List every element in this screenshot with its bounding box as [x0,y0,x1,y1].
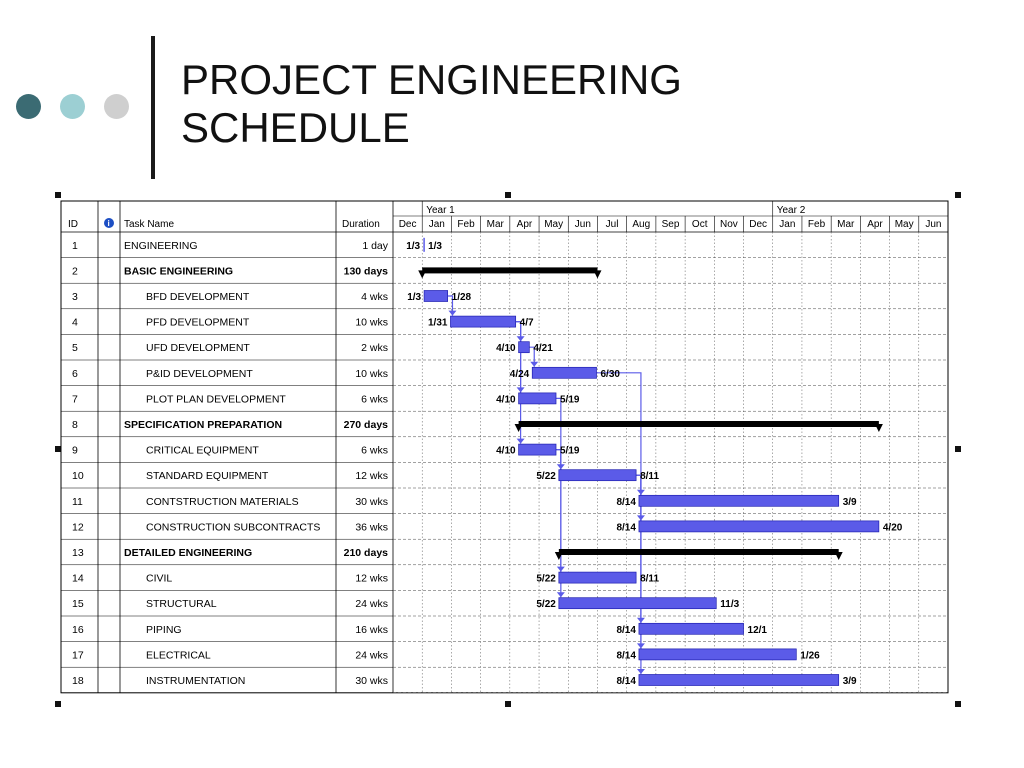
month-label-6: Jun [574,219,591,230]
resize-handle-bottom-right[interactable] [955,701,961,707]
month-label-8: Aug [632,219,651,230]
task-name-16: PIPING [146,623,182,636]
task-duration-8: 270 days [343,419,388,431]
bar-end-label-10: 8/11 [640,471,660,483]
task-name-7: PLOT PLAN DEVELOPMENT [146,393,286,406]
task-id-2: 2 [72,265,78,278]
bullet-dot-dark [16,94,41,119]
resize-handle-bottom-left[interactable] [55,701,61,707]
bar-start-label-6: 4/24 [509,368,530,380]
task-bar-15 [559,598,716,609]
month-label-16: Apr [867,219,883,230]
bar-end-label-14: 8/11 [640,573,660,585]
task-bar-4 [450,316,515,327]
task-id-4: 4 [72,316,78,329]
year-label-1: Year 1 [426,205,455,216]
task-duration-12: 36 wks [355,521,388,534]
gantt-chart[interactable] [60,197,950,697]
task-duration-11: 30 wks [355,495,388,508]
month-label-11: Nov [720,219,738,230]
task-duration-4: 10 wks [355,316,388,329]
task-name-1: ENGINEERING [124,239,198,252]
task-duration-18: 30 wks [355,675,388,687]
task-duration-14: 12 wks [355,572,388,585]
task-id-17: 17 [72,649,84,662]
bar-start-label-3: 1/3 [407,292,422,303]
task-bar-3 [424,291,448,302]
task-name-18: INSTRUMENTATION [146,675,246,687]
bar-end-label-4: 4/7 [519,317,534,329]
task-bar-16 [639,623,744,634]
title-divider [151,36,155,179]
gantt-svg [60,197,950,697]
month-label-14: Feb [807,219,826,230]
bar-end-label-12: 4/20 [882,522,903,534]
month-label-17: May [894,219,914,230]
bar-end-label-1: 1/3 [428,240,443,252]
bar-end-label-17: 1/26 [800,650,820,662]
summary-bar-8 [519,421,879,427]
task-name-2: BASIC ENGINEERING [124,265,234,278]
task-name-14: CIVIL [146,572,173,585]
bar-start-label-9: 4/10 [496,445,516,457]
task-name-13: DETAILED ENGINEERING [124,547,253,559]
bar-start-label-14: 5/22 [536,573,556,585]
header-task-name: Task Name [124,219,175,230]
task-name-4: PFD DEVELOPMENT [146,316,250,329]
task-name-6: P&ID DEVELOPMENT [146,367,253,380]
task-duration-17: 24 wks [355,649,388,662]
bar-end-label-11: 3/9 [842,496,857,508]
bar-start-label-16: 8/14 [616,624,636,636]
month-label-12: Dec [749,219,768,230]
task-duration-7: 6 wks [361,393,388,406]
month-label-5: May [544,219,564,230]
task-bar-5 [519,342,530,353]
month-label-10: Oct [691,219,708,230]
task-id-11: 11 [72,495,83,508]
bullet-dot-teal [60,94,85,119]
task-name-17: ELECTRICAL [146,649,211,662]
header-duration: Duration [342,219,380,230]
task-duration-2: 130 days [343,265,388,278]
task-duration-1: 1 day [362,239,388,252]
task-bar-7 [519,393,556,404]
resize-handle-bottom-center[interactable] [505,701,511,707]
bar-end-label-9: 5/19 [560,445,580,457]
bar-start-label-1: 1/3 [406,240,421,252]
task-name-8: SPECIFICATION PREPARATION [124,419,283,431]
task-duration-16: 16 wks [355,623,388,636]
task-name-12: CONSTRUCTION SUBCONTRACTS [146,521,321,534]
header-id: ID [68,219,78,230]
summary-bar-13 [559,549,839,555]
task-duration-5: 2 wks [361,342,388,355]
bar-start-label-15: 5/22 [536,599,556,611]
bar-start-label-7: 4/10 [496,394,516,406]
bar-start-label-5: 4/10 [496,343,516,355]
task-id-15: 15 [72,598,84,611]
task-name-15: STRUCTURAL [146,598,217,611]
task-id-9: 9 [72,444,78,457]
task-bar-14 [559,572,636,583]
task-bar-17 [639,649,796,660]
bar-start-label-17: 8/14 [616,650,636,662]
bar-end-label-16: 12/1 [747,624,767,636]
task-bar-10 [559,470,636,481]
slide-title [181,56,682,152]
task-name-5: UFD DEVELOPMENT [146,342,250,355]
task-id-8: 8 [72,419,78,431]
bar-start-label-12: 8/14 [616,522,636,534]
task-id-5: 5 [72,342,78,355]
month-label-2: Feb [457,219,475,230]
slide-title-line1: PROJECT ENGINEERING [181,56,682,103]
bar-start-label-10: 5/22 [536,471,556,483]
task-name-10: STANDARD EQUIPMENT [146,470,269,483]
task-duration-15: 24 wks [355,598,388,611]
task-bar-12 [639,521,879,532]
bar-start-label-11: 8/14 [616,496,636,508]
month-label-1: Jan [428,219,445,230]
task-duration-9: 6 wks [361,444,388,457]
task-name-11: CONTSTRUCTION MATERIALS [146,495,299,508]
task-id-6: 6 [72,367,78,380]
month-label-18: Jun [925,219,942,230]
bar-end-label-18: 3/9 [842,676,857,687]
month-label-9: Sep [661,219,680,230]
month-label-4: Apr [516,219,533,230]
task-name-3: BFD DEVELOPMENT [146,291,250,303]
bar-end-label-5: 4/21 [533,343,553,355]
month-label-7: Jul [605,219,619,230]
task-id-1: 1 [72,239,78,252]
task-id-14: 14 [72,572,84,585]
task-id-18: 18 [72,675,84,687]
task-id-3: 3 [72,291,78,303]
task-duration-3: 4 wks [361,291,388,303]
month-label-0: Dec [398,219,417,230]
task-id-12: 12 [72,521,84,534]
bar-end-label-7: 5/19 [560,394,580,406]
month-label-3: Mar [486,219,504,230]
task-name-9: CRITICAL EQUIPMENT [146,444,259,457]
resize-handle-top-right[interactable] [955,192,961,198]
bar-start-label-18: 8/14 [616,676,636,687]
slide-title-line2: SCHEDULE [181,104,410,151]
bar-start-label-4: 1/31 [428,317,448,329]
task-duration-10: 12 wks [355,470,388,483]
task-id-16: 16 [72,623,84,636]
info-icon-glyph: i [107,219,110,228]
task-bar-18 [639,675,839,686]
task-id-10: 10 [72,470,84,483]
bar-end-label-15: 11/3 [720,599,740,611]
year-label-2: Year 2 [776,205,806,216]
task-bar-9 [519,444,556,455]
task-bar-11 [639,495,839,506]
bar-end-label-6: 6/30 [600,368,620,380]
bullet-dot-grey [104,94,129,119]
task-id-13: 13 [72,547,84,559]
task-bar-6 [532,367,596,378]
task-duration-13: 210 days [343,547,388,559]
bar-end-label-3: 1/28 [451,292,472,303]
summary-bar-2 [422,267,597,273]
month-label-15: Mar [837,219,855,230]
resize-handle-mid-right[interactable] [955,446,961,452]
month-label-13: Jan [779,219,796,230]
task-id-7: 7 [72,393,78,406]
task-duration-6: 10 wks [355,367,388,380]
